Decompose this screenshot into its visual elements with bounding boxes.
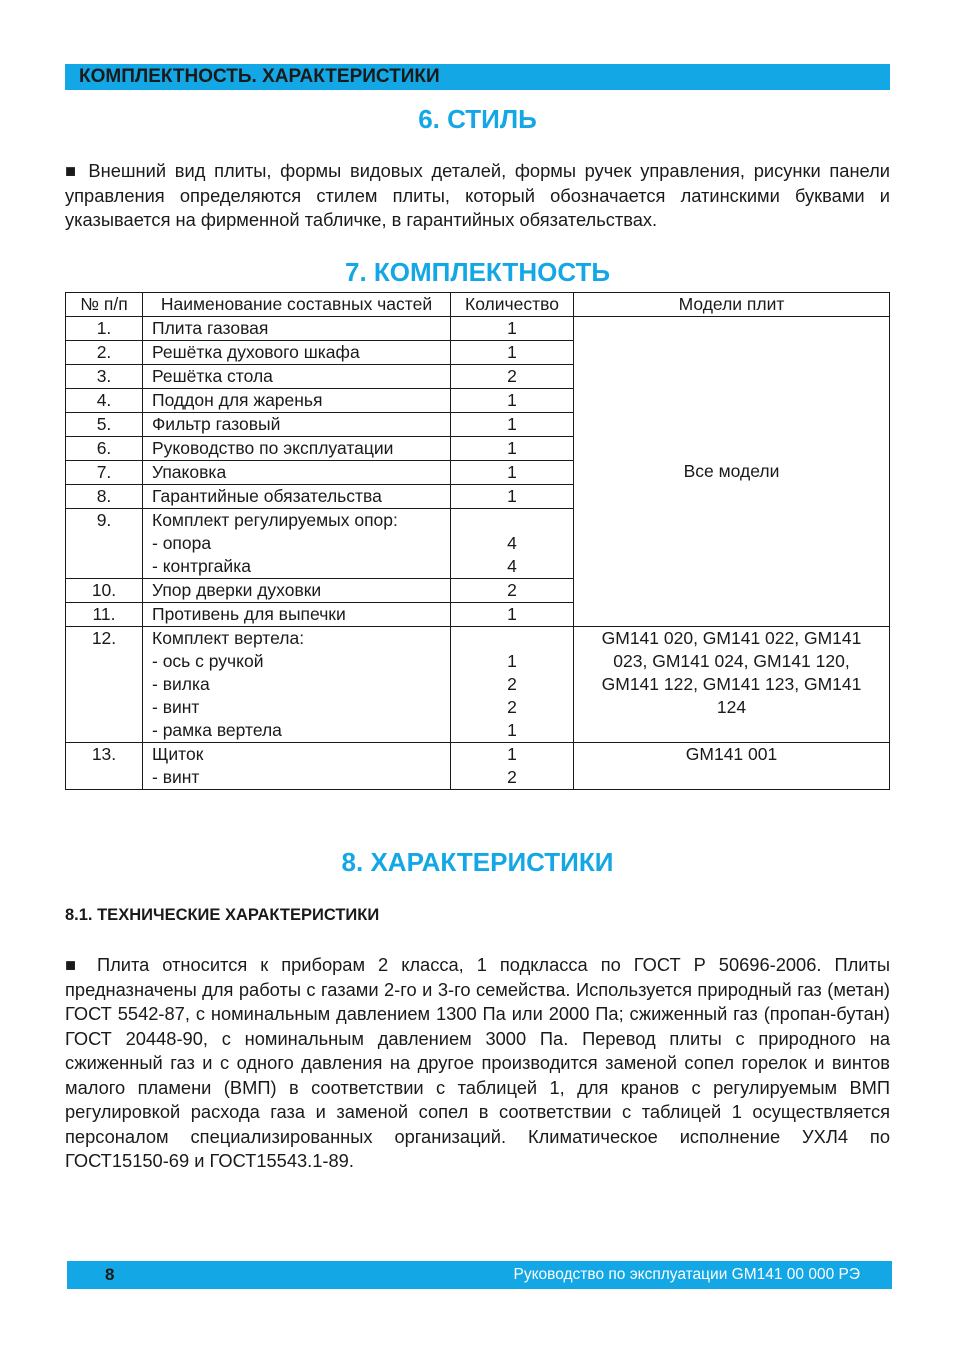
row-qty: 1 bbox=[451, 413, 574, 437]
row-num: 8. bbox=[66, 485, 143, 509]
row-models-all: Все модели bbox=[574, 317, 890, 627]
row-name: Гарантийные обязательства bbox=[143, 485, 451, 509]
row-qty-line: 4 bbox=[507, 556, 517, 576]
row-name: Фильтр газовый bbox=[143, 413, 451, 437]
style-section-text: ■ Внешний вид плиты, формы видовых деталей, формы ручек управления, рисунки панели управления определяются стилем плиты, который обозначается латинскими буквами и указывается на фирменной табличке, в гарантийных обязательствах. bbox=[65, 160, 890, 230]
row-qty: 1 bbox=[451, 389, 574, 413]
row-qty bbox=[451, 743, 574, 790]
row-num: 1. bbox=[66, 317, 143, 341]
running-header bbox=[65, 64, 890, 90]
row-name-line: - опора bbox=[152, 533, 212, 553]
row-qty-line: 1 bbox=[507, 651, 517, 671]
table-row bbox=[66, 627, 890, 743]
row-qty-line: 4 bbox=[507, 533, 517, 553]
row-qty-line bbox=[457, 509, 567, 532]
row-qty: 2 bbox=[451, 579, 574, 603]
header-name: Наименование составных частей bbox=[143, 293, 451, 317]
char-subsection-title: 8.1. ТЕХНИЧЕСКИЕ ХАРАКТЕРИСТИКИ bbox=[65, 906, 380, 924]
row-num: 2. bbox=[66, 341, 143, 365]
table-row bbox=[66, 743, 890, 790]
row-num: 9. bbox=[66, 509, 143, 579]
row-name: Упаковка bbox=[143, 461, 451, 485]
row-qty-line: 1 bbox=[507, 744, 517, 764]
row-name: Решётка духового шкафа bbox=[143, 341, 451, 365]
row-qty: 1 bbox=[451, 437, 574, 461]
page-number: 8 bbox=[105, 1265, 115, 1284]
row-qty bbox=[451, 627, 574, 743]
row-name-line: - винт bbox=[152, 697, 200, 717]
row-name: Упор дверки духовки bbox=[143, 579, 451, 603]
row-qty: 1 bbox=[451, 341, 574, 365]
row-name: Поддон для жаренья bbox=[143, 389, 451, 413]
row-qty bbox=[451, 509, 574, 579]
row-qty: 2 bbox=[451, 365, 574, 389]
kit-table-header-row bbox=[66, 293, 890, 317]
row-qty-line bbox=[457, 627, 567, 650]
row-qty: 1 bbox=[451, 461, 574, 485]
row-models: GM141 001 bbox=[574, 743, 890, 790]
row-qty-line: 2 bbox=[507, 674, 517, 694]
row-qty-line: 2 bbox=[507, 767, 517, 787]
row-qty: 1 bbox=[451, 485, 574, 509]
footer-doc-title: Руководство по эксплуатации GM141 00 000 РЭ bbox=[513, 1266, 860, 1283]
style-section-title: 6. СТИЛЬ bbox=[418, 104, 537, 134]
kit-table bbox=[65, 292, 890, 790]
header-models: Модели плит bbox=[574, 293, 890, 317]
kit-section-title: 7. КОМПЛЕКТНОСТЬ bbox=[344, 257, 611, 287]
row-num: 11. bbox=[66, 603, 143, 627]
row-name-line: Комплект вертела: bbox=[152, 628, 305, 648]
row-name-line: - вилка bbox=[152, 674, 210, 694]
row-name: Руководство по эксплуатации bbox=[143, 437, 451, 461]
running-footer bbox=[67, 1261, 892, 1289]
row-name-line: Комплект регулируемых опор: bbox=[152, 510, 398, 530]
row-num: 4. bbox=[66, 389, 143, 413]
row-models: GM141 020, GM141 022, GM141 023, GM141 024, GM141 120, GM141 122, GM141 123, GM141 124 bbox=[574, 627, 890, 743]
row-name-line: Щиток bbox=[152, 744, 204, 764]
header-num: № п/п bbox=[66, 293, 143, 317]
row-name bbox=[143, 743, 451, 790]
row-num: 5. bbox=[66, 413, 143, 437]
row-name: Противень для выпечки bbox=[143, 603, 451, 627]
row-name bbox=[143, 509, 451, 579]
row-qty-line: 1 bbox=[507, 720, 517, 740]
row-name bbox=[143, 627, 451, 743]
row-qty: 1 bbox=[451, 317, 574, 341]
row-qty: 1 bbox=[451, 603, 574, 627]
row-name-line: - контргайка bbox=[152, 556, 251, 576]
row-num: 7. bbox=[66, 461, 143, 485]
char-section-title: 8. ХАРАКТЕРИСТИКИ bbox=[341, 847, 614, 877]
row-num: 10. bbox=[66, 579, 143, 603]
row-num: 13. bbox=[66, 743, 143, 790]
row-name: Решётка стола bbox=[143, 365, 451, 389]
row-name-line: - ось с ручкой bbox=[152, 651, 264, 671]
row-num: 3. bbox=[66, 365, 143, 389]
row-num: 6. bbox=[66, 437, 143, 461]
row-name-line: - рамка вертела bbox=[152, 720, 282, 740]
row-name-line: - винт bbox=[152, 767, 200, 787]
table-row bbox=[66, 317, 890, 341]
header-qty: Количество bbox=[451, 293, 574, 317]
row-name: Плита газовая bbox=[143, 317, 451, 341]
row-num: 12. bbox=[66, 627, 143, 743]
row-qty-line: 2 bbox=[507, 697, 517, 717]
running-header-title: КОМПЛЕКТНОСТЬ. ХАРАКТЕРИСТИКИ bbox=[79, 66, 440, 87]
char-section-text: ■ Плита относится к приборам 2 класса, 1 подкласса по ГОСТ Р 50696-2006. Плиты предназначены для работы с газами 2-го и 3-го семейства. Используется природный газ (метан) ГОСТ 5542-87, с номинальным давлением 1300 Па или 2000 Па; сжиженный газ (пропан-бутан) ГОСТ 20448-90, с номинальным давлением 3000 Па. Перевод плиты с природного на сжиженный газ и с одного давления на другое производится заменой сопел горелок и винтов малого пламени (ВМП) в соответствии с таблицей 1, для кранов с регулируемым ВМП регулировкой расхода газа и заменой сопел в соответствии с таблицей 1 осуществляется персоналом специализированных организаций. Климатическое исполнение УХЛ4 по ГОСТ15150-69 и ГОСТ15543.1-89. bbox=[65, 954, 890, 1171]
